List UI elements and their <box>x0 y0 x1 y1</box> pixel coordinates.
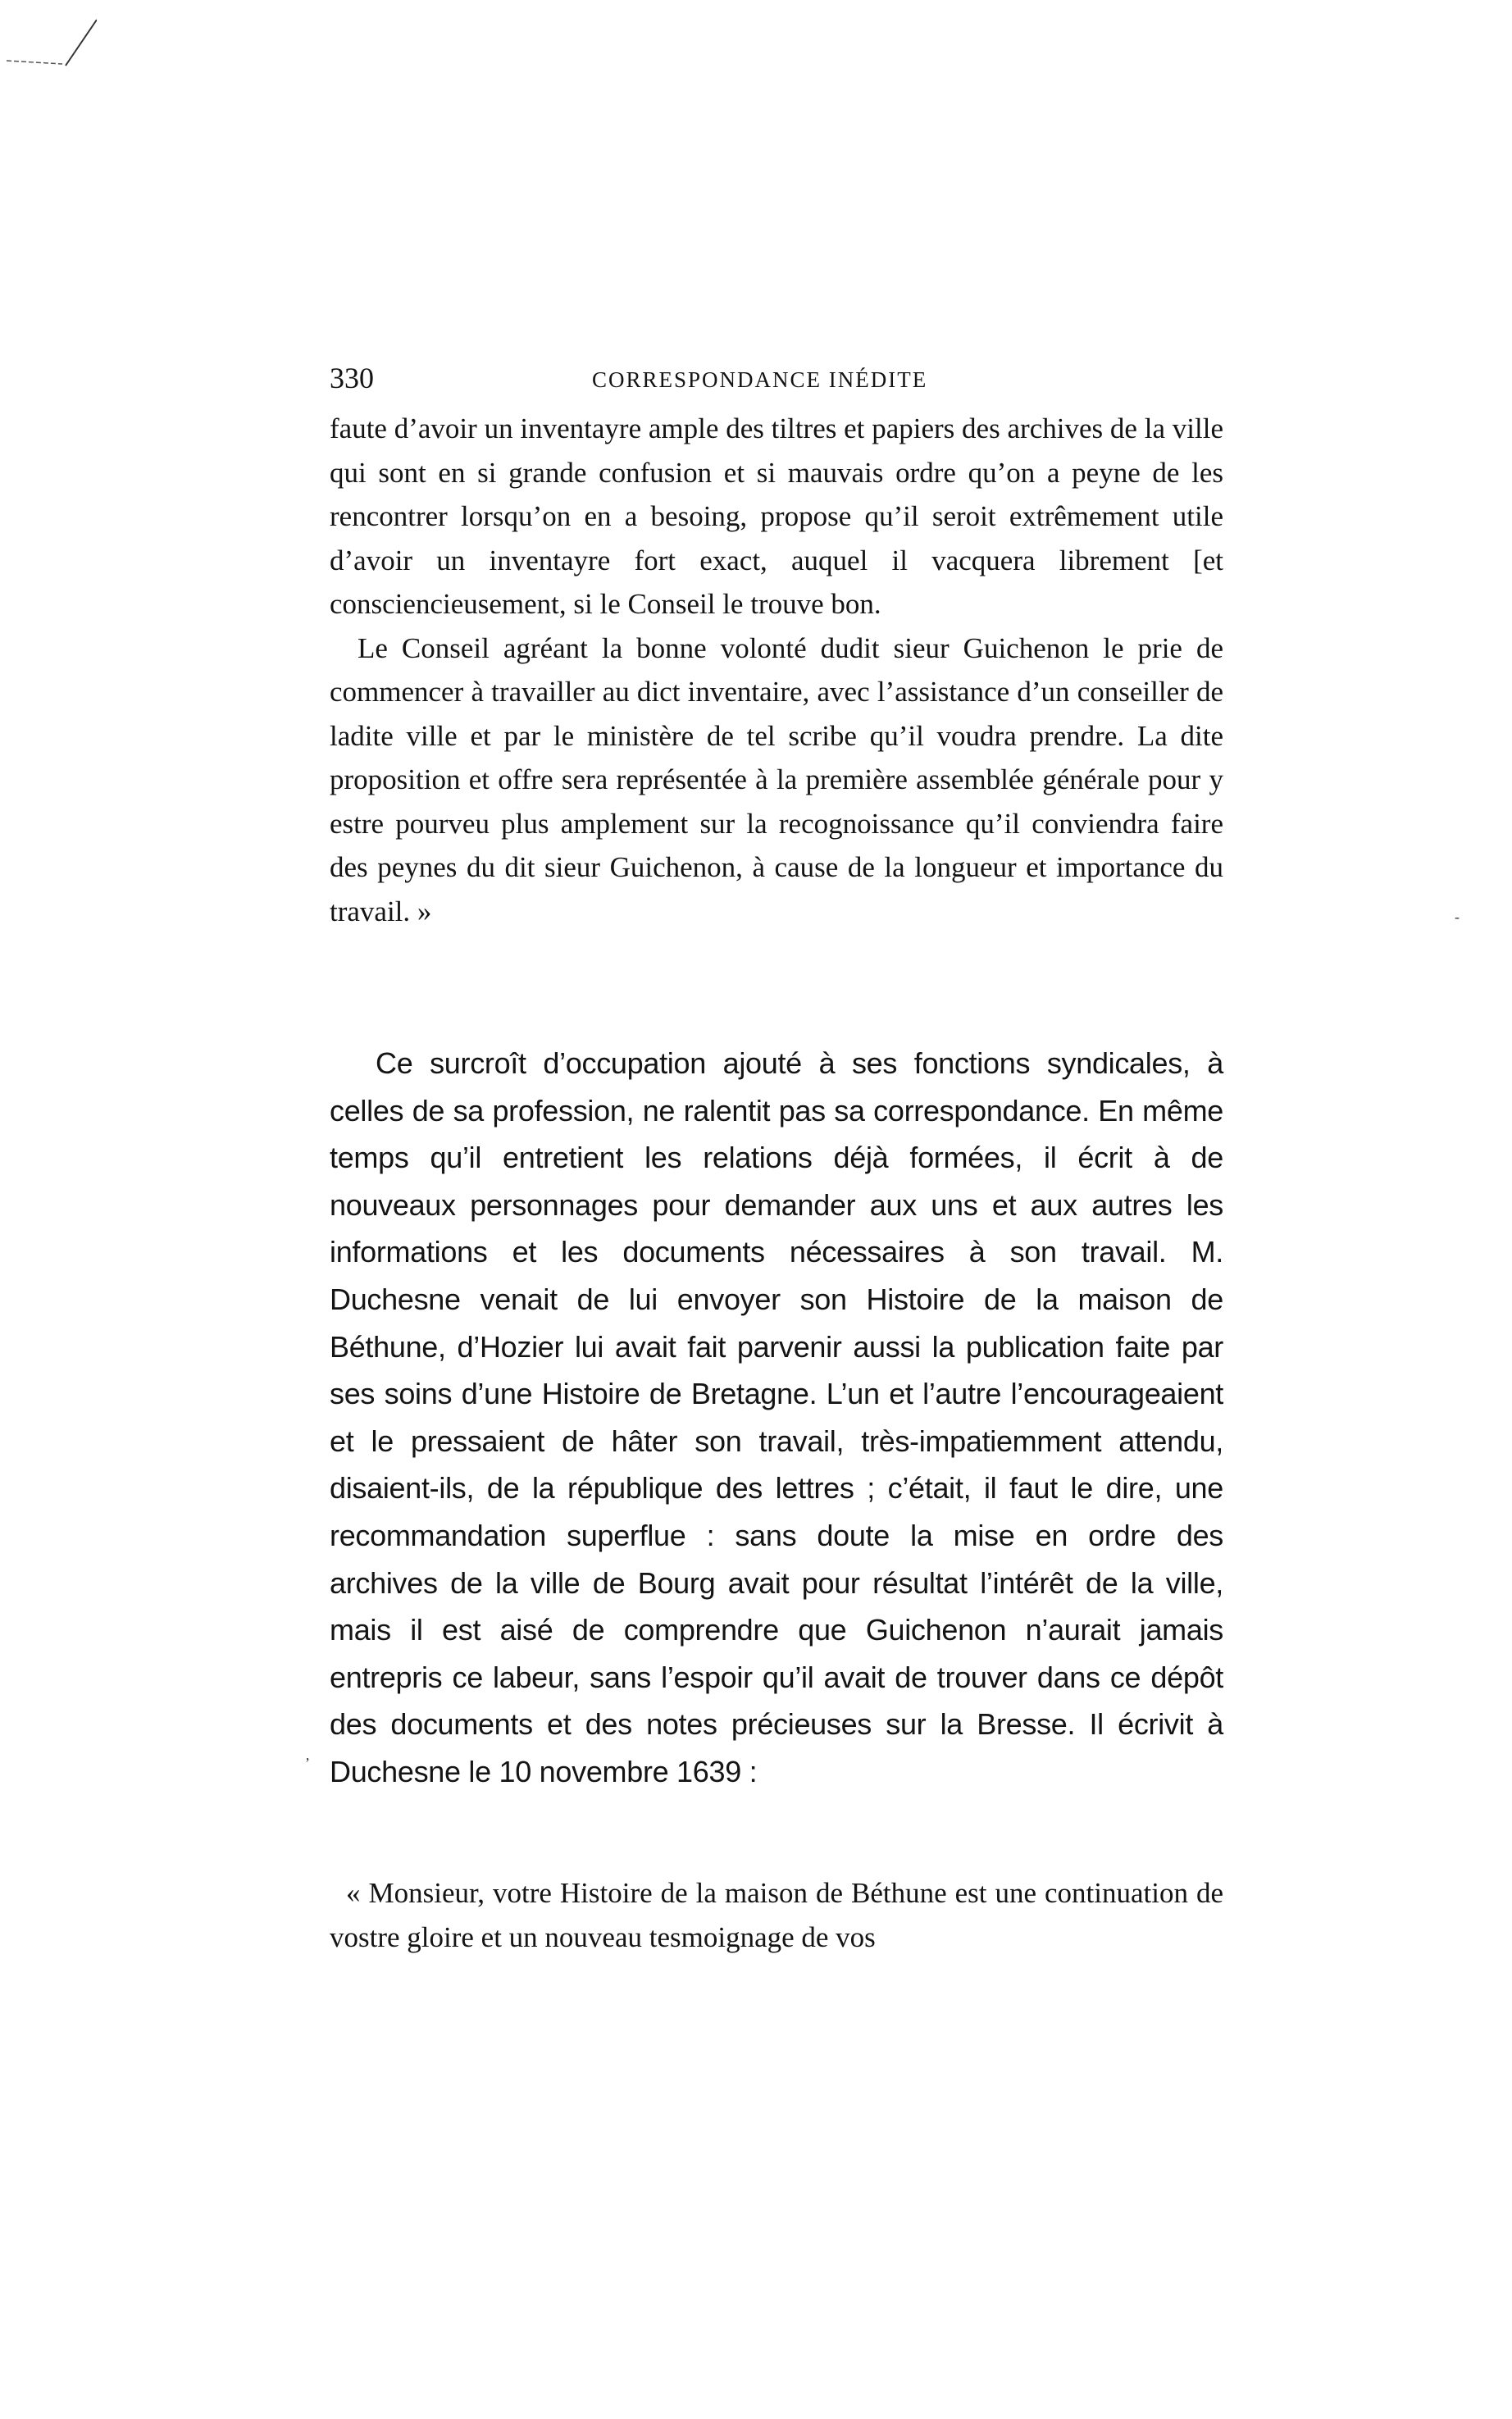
margin-tick: ’ <box>305 1755 310 1771</box>
page-number: 330 <box>330 362 374 394</box>
deliberation-paragraph: faute d’avoir un inventayre ample des tiltres et papiers des archives de la ville qui sont en si grande confusion et si mauvais ordre qu’on a peyne de les rencontrer lorsqu’on en a besoing, propose qu’il seroit extrêmement utile d’avoir un inventayre fort exact, auquel il vacquera librement [et consciencieusement, si le Conseil le trouve bon. <box>330 412 1223 620</box>
margin-tick: - <box>1455 909 1460 925</box>
letter-opening: « Monsieur, votre Histoire de la maison de Béthune est une continuation de vostre gloire et un nouveau tesmoignage de vos <box>330 1877 1223 1953</box>
council-deliberation-quote <box>330 407 1223 933</box>
page-header <box>330 358 1223 399</box>
deliberation-paragraph: Le Conseil agréant la bonne volonté dudit sieur Guichenon le prie de commencer à travailler au dict inventaire, avec l’assistance d’un conseiller de ladite ville et par le ministère de tel scribe qu’il voudra prendre. La dite proposition et offre sera représentée à la première assemblée générale pour y estre pourveu plus amplement sur la recognoissance qu’il conviendra faire des peynes du dit sieur Guichenon, à cause de la longueur et importance du travail. » <box>330 631 1223 927</box>
corner-pen-mark <box>7 18 97 67</box>
narrative-paragraph: Ce surcroît d’occupation ajouté à ses fonctions syndicales, à celles de sa profession, ne ralentit pas sa correspondance. En même temps qu’il entretient les relations déjà formées, il écrit à de nouveaux personnages pour demander aux uns et aux autres les informations et les documents nécessaires à son travail. M. Duchesne venait de lui envoyer son Histoire de la maison de Béthune, d’Hozier lui avait fait parvenir aussi la publication faite par ses soins d’une Histoire de Bretagne. L’un et l’autre l’encourageaient et le pressaient de hâter son travail, très-impatiemment attendu, disaient-ils, de la république des lettres ; c’était, il faut le dire, une recommandation superflue : sans doute la mise en ordre des archives de la ville de Bourg avait pour résultat l’intérêt de la ville, mais il est aisé de comprendre que Guichenon n’aurait jamais entrepris ce labeur, sans l’espoir qu’il avait de trouver dans ce dépôt des documents et des notes précieuses sur la Bresse. Il écrivit à Duchesne le 10 novembre 1639 : <box>330 1046 1223 1788</box>
running-title: CORRESPONDANCE INÉDITE <box>592 367 928 392</box>
